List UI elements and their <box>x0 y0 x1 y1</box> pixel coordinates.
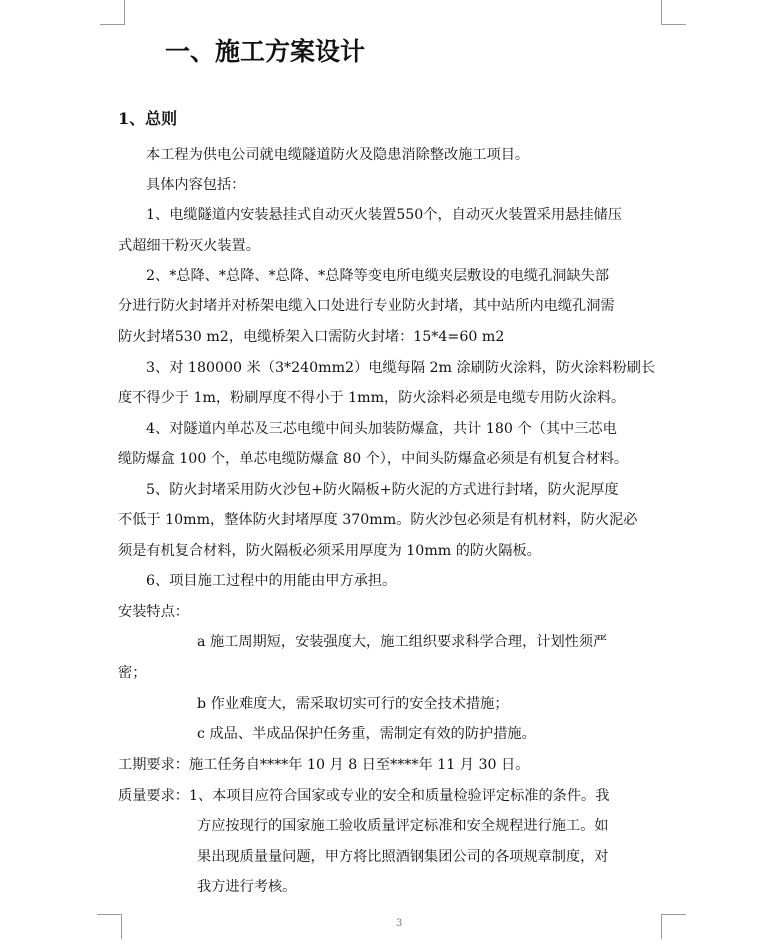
paragraph-line: 6、项目施工过程中的用能由甲方承担。 <box>146 573 397 589</box>
paragraph-line: 质量要求：1、本项目应符合国家或专业的安全和质量检验评定标准的条件。我 <box>118 788 610 804</box>
paragraph-line: 5、防火封堵采用防火沙包+防火隔板+防火泥的方式进行封堵，防火泥厚度 <box>146 482 619 498</box>
paragraph-line: 安装特点： <box>118 604 189 620</box>
crop-mark-top-left <box>100 0 125 25</box>
paragraph-line: 缆防爆盒 100 个，单芯电缆防爆盒 80 个），中间头防爆盒必须是有机复合材料。 <box>118 451 629 467</box>
crop-mark-bottom-left <box>97 914 122 939</box>
crop-mark-top-right <box>661 0 686 25</box>
paragraph-line: 分进行防火封堵并对桥架电缆入口处进行专业防火封堵，其中站所内电缆孔洞需 <box>118 298 615 314</box>
paragraph-line: 不低于 10mm，整体防火封堵厚度 370mm。防火沙包必须是有机材料，防火泥必 <box>118 512 638 528</box>
section-heading: 1、总则 <box>118 109 178 128</box>
paragraph-line: 度不得少于 1m，粉刷厚度不得小于 1mm，防火涂料必须是电缆专用防火涂料。 <box>118 390 626 406</box>
paragraph-line: b 作业难度大，需采取切实可行的安全技术措施； <box>197 696 509 712</box>
paragraph-line: 1、电缆隧道内安装悬挂式自动灭火装置550个，自动灭火装置采用悬挂储压 <box>146 207 622 223</box>
paragraph-line: 须是有机复合材料，防火隔板必须采用厚度为 10mm 的防火隔板。 <box>118 543 541 559</box>
paragraph-line: 果出现质量量问题，甲方将比照酒钢集团公司的各项规章制度，对 <box>197 849 609 865</box>
paragraph-line: 3、对 180000 米（3*240mm2）电缆每隔 2m 涂刷防火涂料，防火涂料粉刷长 <box>146 360 656 376</box>
paragraph-line: 具体内容包括： <box>146 177 246 193</box>
paragraph-line: 我方进行考核。 <box>197 879 297 895</box>
crop-mark-bottom-right <box>661 914 686 939</box>
paragraph-line: 工期要求：施工任务自****年 10 月 8 日至****年 11 月 30 日。 <box>118 757 530 773</box>
paragraph-line: a 施工周期短，安装强度大，施工组织要求科学合理，计划性须严 <box>197 634 608 650</box>
paragraph-line: 4、对隧道内单芯及三芯电缆中间头加装防爆盒，共计 180 个（其中三芯电 <box>146 421 617 437</box>
document-title: 一、施工方案设计 <box>165 37 366 66</box>
paragraph-line: 密； <box>118 665 147 681</box>
paragraph-line: 防火封堵530 m2，电缆桥架入口需防火封堵：15*4=60 m2 <box>118 329 505 345</box>
paragraph-line: c 成品、半成品保护任务重，需制定有效的防护措施。 <box>197 726 536 742</box>
paragraph-line: 2、*总降、*总降、*总降、*总降等变电所电缆夹层敷设的电缆孔洞缺失部 <box>146 268 610 284</box>
page-number: 3 <box>396 918 403 929</box>
paragraph-line: 方应按现行的国家施工验收质量评定标准和安全规程进行施工。如 <box>197 818 609 834</box>
paragraph-line: 本工程为供电公司就电缆隧道防火及隐患消除整改施工项目。 <box>146 147 530 163</box>
paragraph-line: 式超细干粉灭火装置。 <box>118 238 260 254</box>
